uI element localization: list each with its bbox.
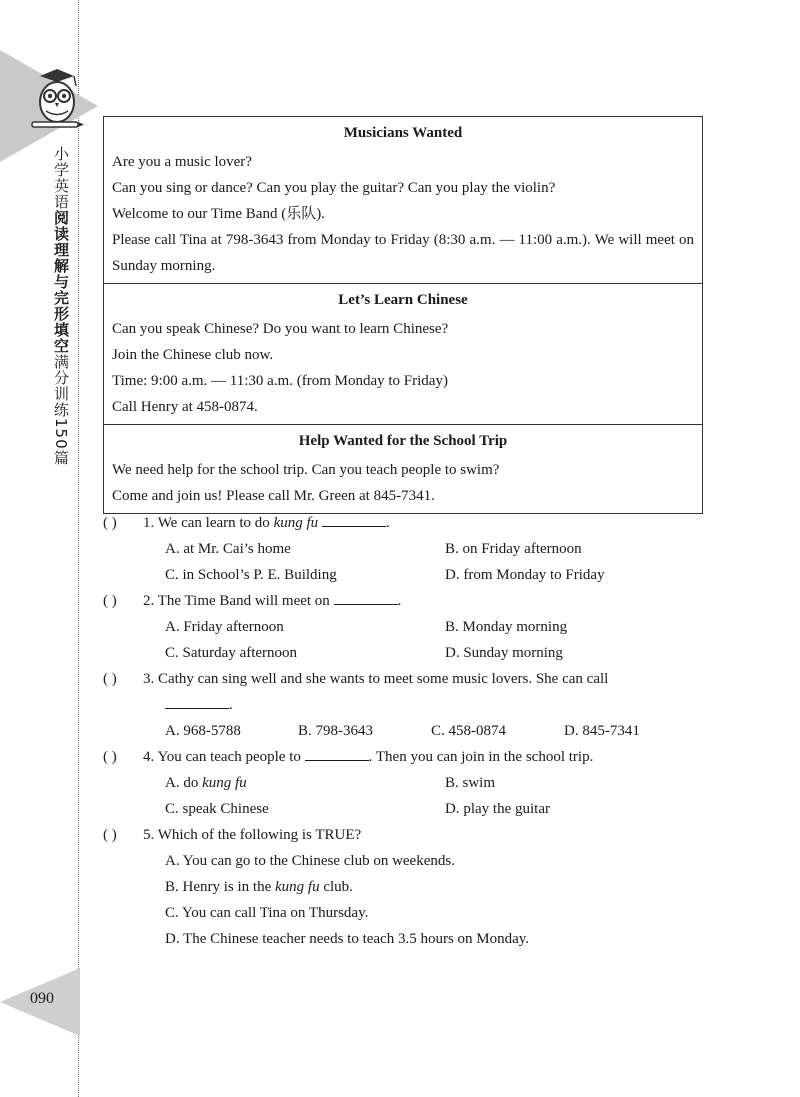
question-list [103,510,705,952]
question-stem [143,744,705,770]
option-d[interactable]: D. 845-7341 [564,723,640,739]
notice-line: Welcome to our Time Band (乐队). [112,206,325,222]
notice-line: Please call Tina at 798-3643 from Monday to Friday (8:30 a.m. — 11:00 a.m.). We will meet on Sunday morning. [112,232,694,274]
option-row [103,614,705,640]
option-a[interactable]: A. 968-5788 [165,723,241,739]
answer-bracket[interactable]: ( ) [103,671,117,687]
question-3-blank-line [103,692,705,718]
question-stem [143,588,705,614]
option-text: B. Henry is in the [165,879,275,895]
option-c[interactable]: C. 458-0874 [431,723,506,739]
option-b[interactable] [103,874,705,900]
notice-title: Help Wanted for the School Trip [298,433,508,449]
title-number: 150 [52,418,70,450]
option-c[interactable]: C. in School’s P. E. Building [165,567,337,583]
option-d[interactable]: D. The Chinese teacher needs to teach 3.5 hours on Monday. [165,931,530,947]
option-a[interactable] [165,770,445,796]
option-b[interactable]: B. swim [445,775,496,791]
question-stem [143,666,705,692]
stem-text: . [229,697,233,713]
option-d[interactable]: D. Sunday morning [445,645,563,661]
option-italic: kung fu [275,879,320,895]
title-part-bold: 阅读理解与完形填空 [52,210,70,354]
answer-blank[interactable] [165,692,229,709]
answer-blank[interactable] [334,588,398,605]
stem-italic: kung fu [273,515,319,531]
option-d[interactable]: D. from Monday to Friday [445,567,605,583]
notice-line: Can you sing or dance? Can you play the guitar? Can you play the violin? [112,180,556,196]
question-3 [103,666,705,692]
stem-text: . Then you can join in the school trip. [368,749,594,765]
answer-bracket[interactable]: ( ) [103,515,117,531]
option-a[interactable]: A. Friday afternoon [165,619,284,635]
notice-title: Musicians Wanted [343,125,463,141]
option-row [103,562,705,588]
option-c[interactable]: C. Saturday afternoon [165,645,298,661]
option-row [103,796,705,822]
stem-text: 1. We can learn to do [143,515,274,531]
stem-text: . [397,593,402,609]
option-c[interactable]: C. speak Chinese [165,801,269,817]
question-stem: 5. Which of the following is TRUE? [143,827,362,843]
title-part: 满分训练 [52,354,70,418]
notice-chinese [104,284,702,425]
answer-bracket[interactable]: ( ) [103,749,117,765]
title-part: 小学英语 [52,146,70,210]
answer-bracket[interactable]: ( ) [103,827,117,843]
question-stem [143,510,705,536]
notice-musicians [104,117,702,284]
notice-line: Can you speak Chinese? Do you want to learn Chinese? [112,321,449,337]
notice-line: We need help for the school trip. Can you teach people to swim? [112,462,500,478]
title-part: 篇 [52,449,70,466]
option-text: club. [319,879,353,895]
option-b[interactable]: B. Monday morning [445,619,568,635]
option-row [103,770,705,796]
option-b[interactable]: B. on Friday afternoon [445,541,582,557]
option-c[interactable]: C. You can call Tina on Thursday. [165,905,369,921]
notice-title: Let’s Learn Chinese [338,292,468,308]
notice-school-trip [104,425,702,513]
option-d[interactable]: D. play the guitar [445,801,550,817]
notice-line: Come and join us! Please call Mr. Green at 845-7341. [112,488,435,504]
answer-bracket[interactable]: ( ) [103,593,117,609]
stem-text: . [385,515,390,531]
stem-text: 3. Cathy can sing well and she wants to meet some music lovers. She can call [143,671,609,687]
stem-text: 4. You can teach people to [143,749,305,765]
owl-mascot-icon [28,66,86,132]
option-row [103,718,705,744]
binding-dotted-line [78,0,79,1097]
notice-line: Time: 9:00 a.m. — 11:30 a.m. (from Monday to Friday) [112,373,448,389]
notice-line: Are you a music lover? [112,154,252,170]
page-number: 090 [30,990,54,1007]
option-row [103,536,705,562]
question-4 [103,744,705,770]
notice-line: Join the Chinese club now. [112,347,274,363]
answer-blank[interactable] [322,510,386,527]
option-b[interactable]: B. 798-3643 [298,723,373,739]
question-1 [103,510,705,536]
notice-line: Call Henry at 458-0874. [112,399,258,415]
option-italic: kung fu [202,775,247,791]
book-series-title [50,146,72,466]
stem-text: 2. The Time Band will meet on [143,593,334,609]
notice-board [103,116,703,514]
option-a[interactable]: A. at Mr. Cai’s home [165,541,291,557]
option-a[interactable]: A. You can go to the Chinese club on weekends. [165,853,455,869]
answer-blank[interactable] [305,744,369,761]
question-5 [103,822,705,848]
question-2 [103,588,705,614]
option-text: A. do [165,775,203,791]
option-row [103,640,705,666]
